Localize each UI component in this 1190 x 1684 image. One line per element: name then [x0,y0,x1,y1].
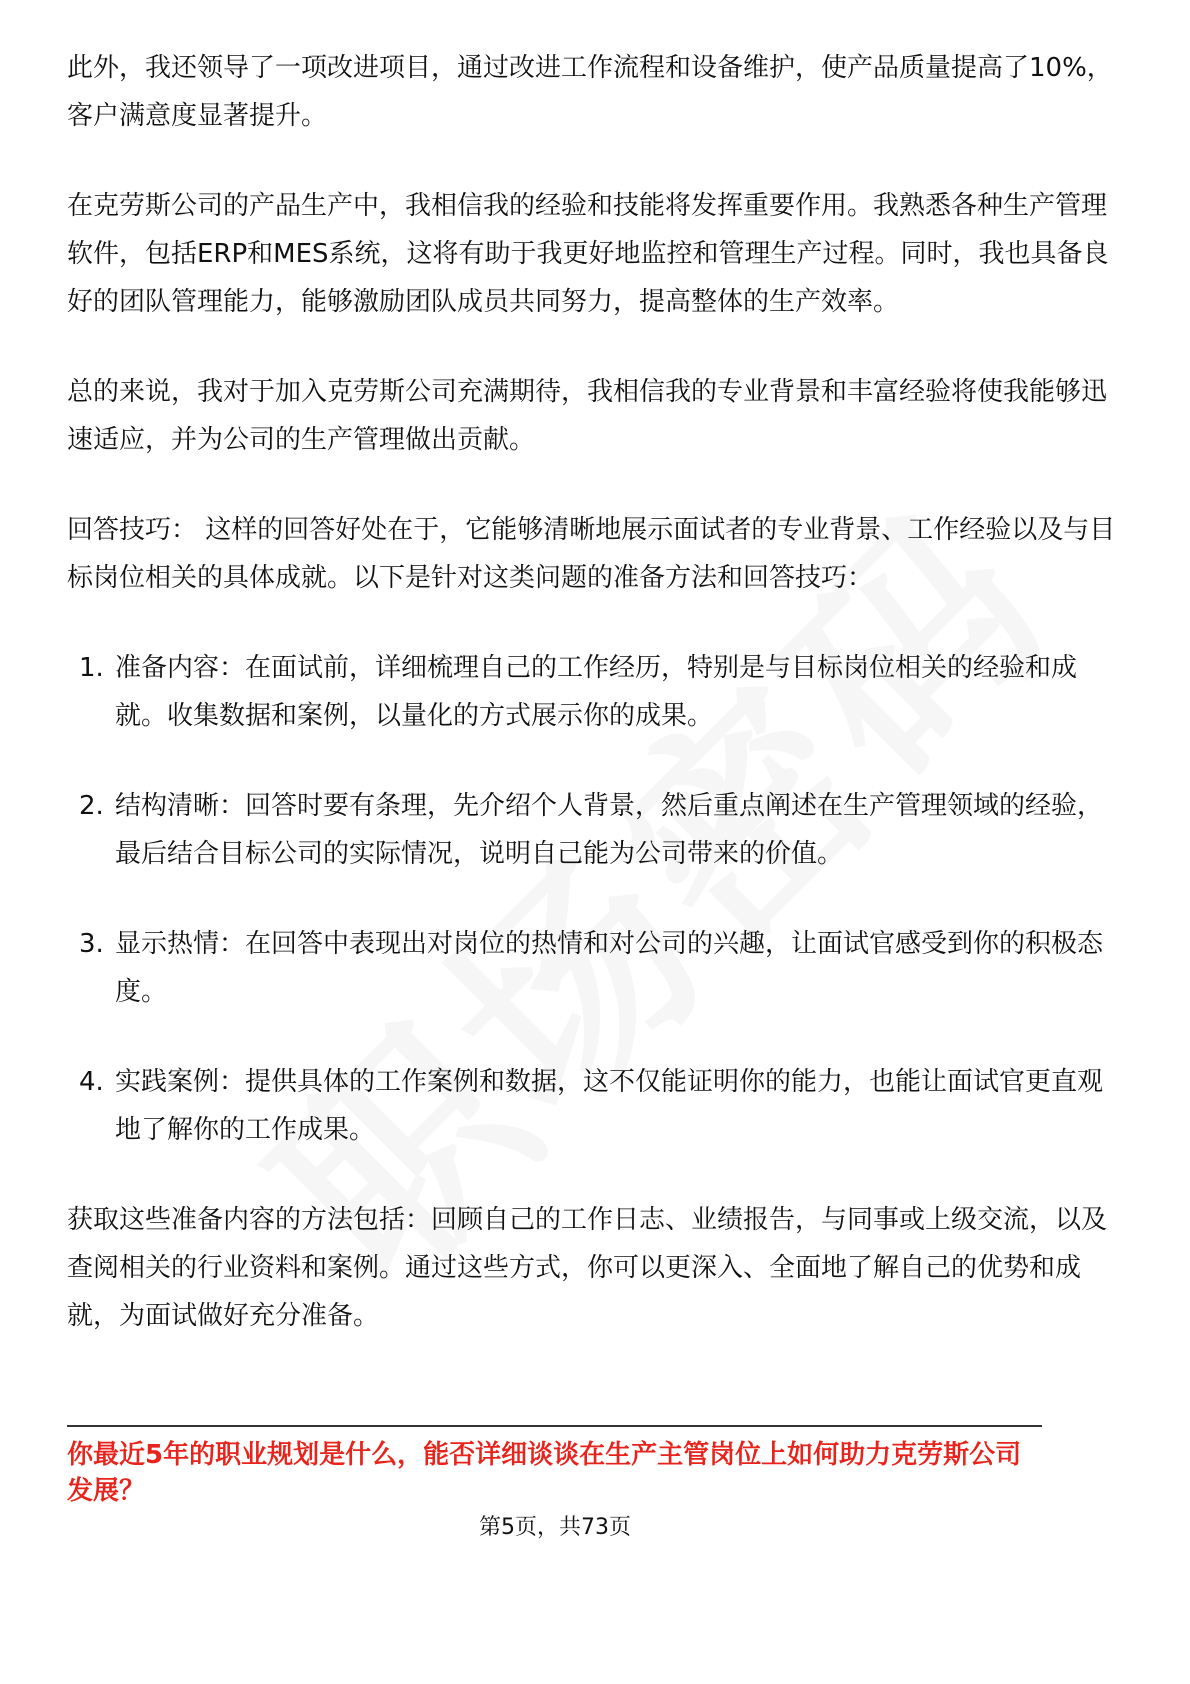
list-item [67,644,1127,740]
paragraph-summary: 总的来说，我对于加入克劳斯公司充满期待，我相信我的专业背景和丰富经验将使我能够迅速适应，并为公司的生产管理做出贡献。 [67,377,1108,455]
list-item [67,1058,1127,1154]
list-item-number: 2. [79,791,104,821]
section-divider [67,1425,1042,1427]
list-item [67,920,1127,1016]
list-item-text: 实践案例：提供具体的工作案例和数据，这不仅能证明你的能力，也能让面试官更直观地了解你的工作成果。 [115,1067,1104,1145]
list-item [67,782,1127,878]
next-question-heading: 你最近5年的职业规划是什么，能否详细谈谈在生产主管岗位上如何助力克劳斯公司发展？ [67,1440,1022,1506]
list-item-number: 4. [79,1067,104,1097]
paragraph-company-fit: 在克劳斯公司的产品生产中，我相信我的经验和技能将发挥重要作用。我熟悉各种生产管理软件，包括ERP和MES系统，这将有助于我更好地监控和管理生产过程。同时，我也具备良好的团队管理能力，能够激励团队成员共同努力，提高整体的生产效率。 [67,191,1109,317]
list-item-number: 1. [79,653,104,683]
list-item-number: 3. [79,929,104,959]
document-body [67,44,1127,1382]
tips-list [67,644,1127,1154]
list-item-text: 结构清晰：回答时要有条理，先介绍个人背景，然后重点阐述在生产管理领域的经验，最后结合目标公司的实际情况，说明自己能为公司带来的价值。 [115,791,1104,869]
paragraph-answer-tips-intro: 回答技巧： 这样的回答好处在于，它能够清晰地展示面试者的专业背景、工作经验以及与目标岗位相关的具体成就。以下是针对这类问题的准备方法和回答技巧： [67,515,1116,593]
list-item-text: 显示热情：在回答中表现出对岗位的热情和对公司的兴趣，让面试官感受到你的积极态度。 [115,929,1104,1007]
list-item-text: 准备内容：在面试前，详细梳理自己的工作经历，特别是与目标岗位相关的经验和成就。收集数据和案例，以量化的方式展示你的成果。 [115,653,1078,731]
paragraph-preparation-methods: 获取这些准备内容的方法包括：回顾自己的工作日志、业绩报告，与同事或上级交流，以及查阅相关的行业资料和案例。通过这些方式，你可以更深入、全面地了解自己的优势和成就，为面试做好充分准备。 [67,1205,1108,1331]
page-number: 第5页，共73页 [479,1515,631,1540]
paragraph-improvement-project: 此外，我还领导了一项改进项目，通过改进工作流程和设备维护，使产品质量提高了10%，客户满意度显著提升。 [67,53,1113,131]
